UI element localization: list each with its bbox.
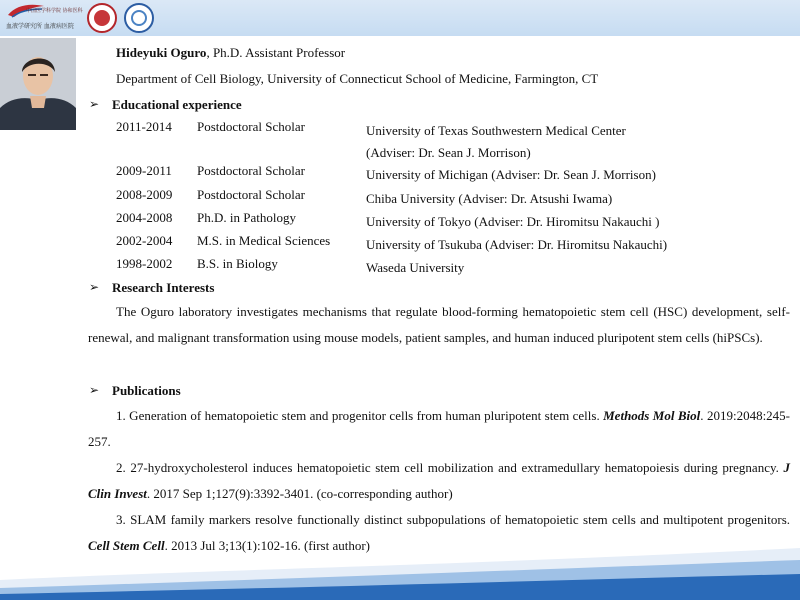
edu-institution: University of Texas Southwestern Medical Center [366,123,626,138]
bullet-arrow-icon: ➢ [89,97,100,111]
edu-years: 2009-2011 [116,163,172,178]
edu-years: 2008-2009 [116,187,173,202]
edu-position: Postdoctoral Scholar [197,119,305,134]
profile-department: Department of Cell Biology, University of Connecticut School of Medicine, Farmington, CT [116,71,599,86]
publication-title: 3. SLAM family markers resolve functionally distinct subpopulations of hematopoietic stem cells and multipotent progenitors. [116,512,790,527]
edu-institution: Waseda University [366,260,465,275]
edu-institution: University of Tokyo (Adviser: Dr. Hiromitsu Nakauchi ) [366,214,660,229]
publication-item [88,455,790,507]
education-heading: Educational experience [112,97,242,112]
profile-name: Hideyuki Oguro [116,45,207,60]
profile-heading [116,45,345,61]
edu-position: B.S. in Biology [197,256,278,271]
edu-institution-adviser: (Adviser: Dr. Sean J. Morrison) [366,145,531,160]
edu-position: Postdoctoral Scholar [197,163,305,178]
publication-journal: Cell Stem Cell [88,538,165,553]
publication-title: 2. 27-hydroxycholesterol induces hematopoietic stem cell mobilization and extramedullary hematopoiesis during pregnancy. [116,460,784,475]
profile-title: , Ph.D. Assistant Professor [206,45,346,60]
logo-text-line1: 中国医学科学院 协和医科 [26,8,83,14]
edu-years: 2004-2008 [116,210,173,225]
bullet-arrow-icon: ➢ [89,280,100,294]
publication-citation: . 2013 Jul 3;13(1):102-16. (first author) [164,538,371,553]
edu-position: M.S. in Medical Sciences [197,233,331,248]
publication-journal: J Clin Invest [88,460,790,501]
edu-position: Ph.D. in Pathology [197,210,296,225]
edu-years: 2011-2014 [116,119,172,134]
publication-journal: Methods Mol Biol [603,408,701,423]
bullet-arrow-icon: ➢ [89,383,100,397]
logo-text-line2: 血液学研究所 血液病医院 [6,23,74,30]
edu-institution: University of Michigan (Adviser: Dr. Sean J. Morrison) [366,167,656,182]
research-paragraph [88,299,790,351]
edu-institution: University of Tsukuba (Adviser: Dr. Hiromitsu Nakauchi) [366,237,668,252]
research-heading: Research Interests [112,280,215,295]
publications-heading: Publications [112,383,181,398]
publication-item [88,403,790,455]
publication-citation: . 2017 Sep 1;127(9):3392-3401. (co-corresponding author) [146,486,453,501]
edu-position: Postdoctoral Scholar [197,187,305,202]
edu-years: 1998-2002 [116,256,173,271]
edu-years: 2002-2004 [116,233,173,248]
publication-citation: . 2019:2048:245-257. [88,408,791,449]
footer-wave-decoration [0,540,800,600]
publication-title: 1. Generation of hematopoietic stem and progenitor cells from human pluripotent stem cells. [116,408,604,423]
edu-institution: Chiba University (Adviser: Dr. Atsushi Iwama) [366,191,613,206]
research-text: The Oguro laboratory investigates mechanisms that regulate blood-forming hematopoietic stem cell (HSC) development, self-renewal, and malignant transformation using mouse models, patient samples, and human induced pluripotent stem cells (hiPSCs). [88,304,790,345]
